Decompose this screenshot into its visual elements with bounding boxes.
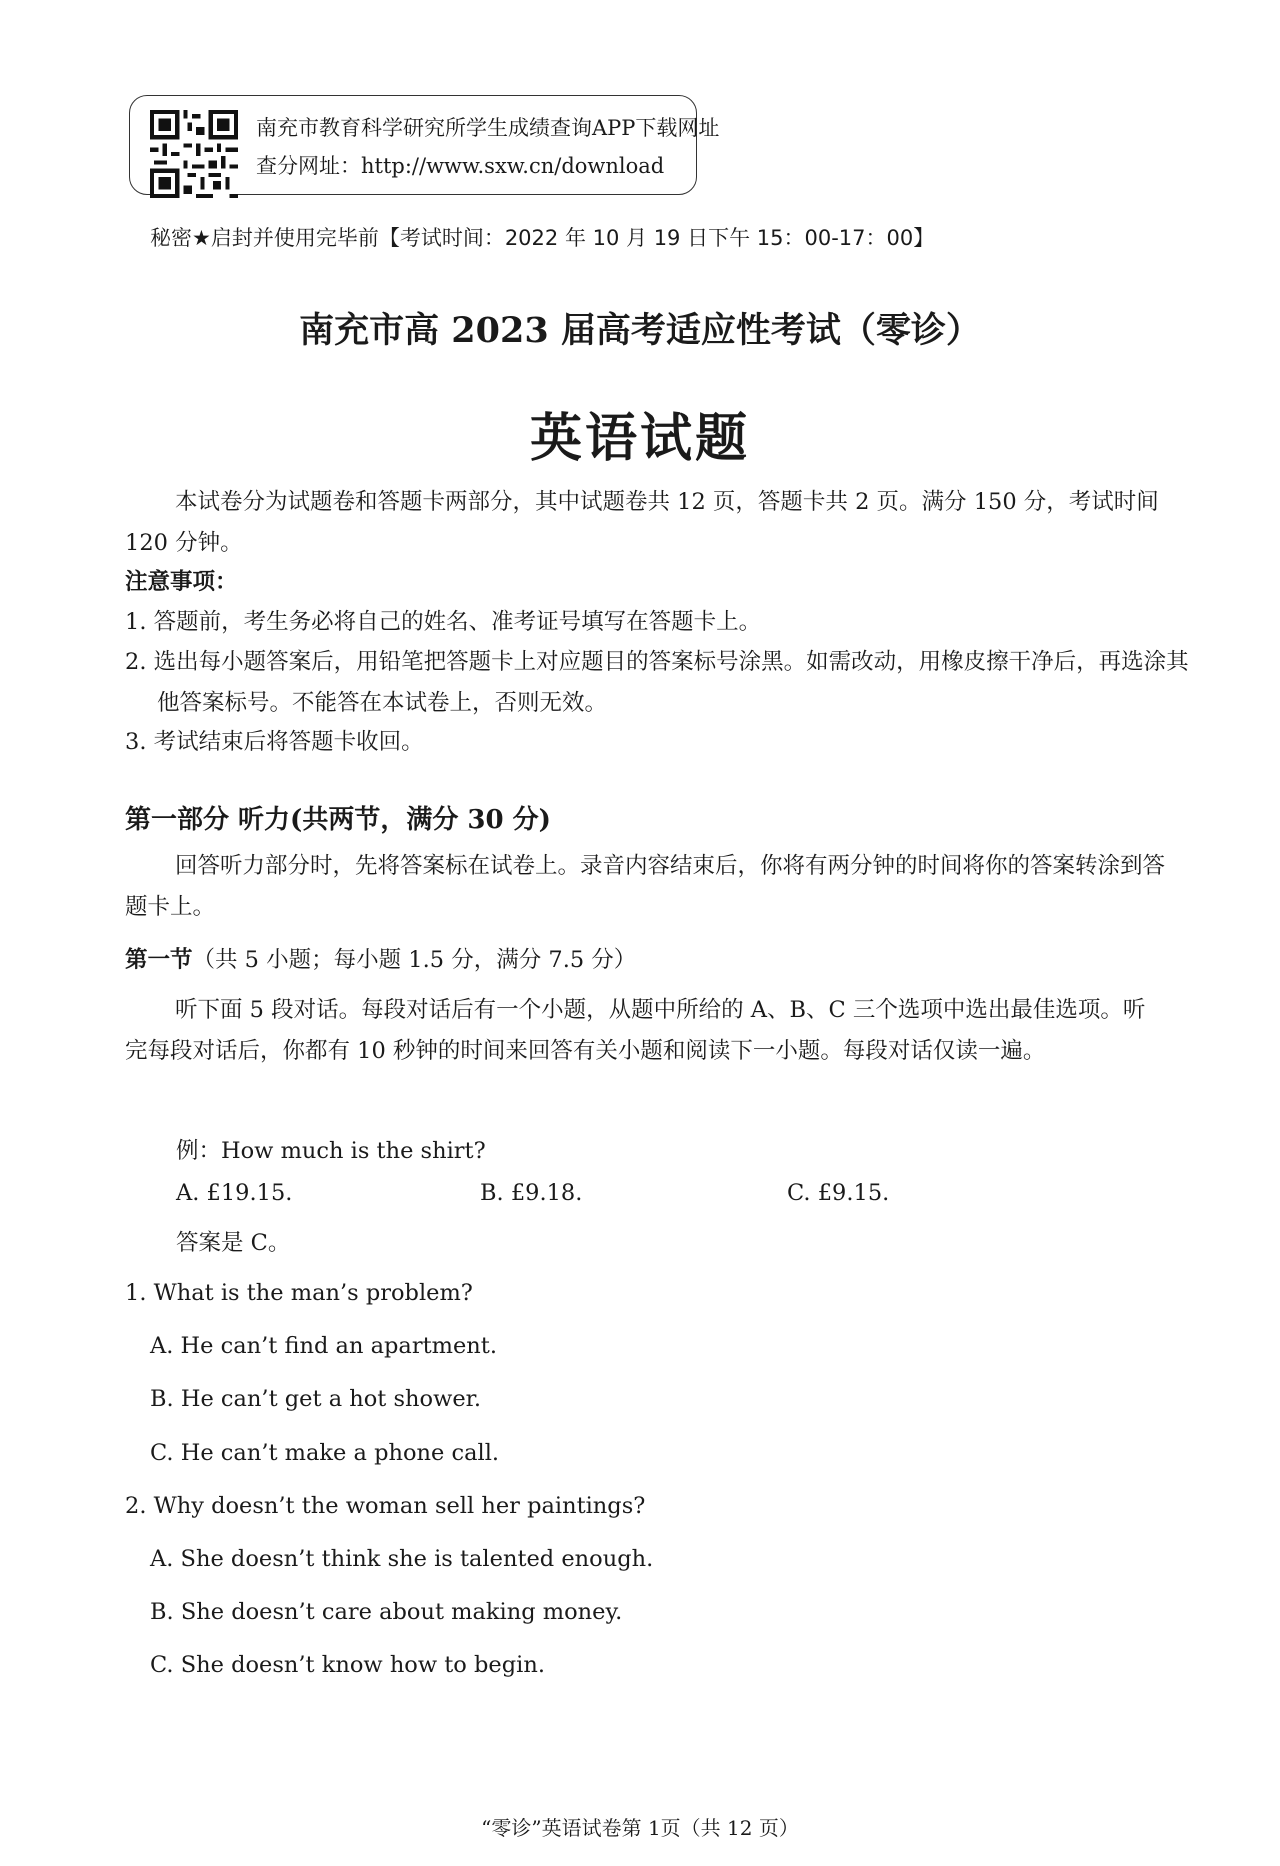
score-query-url: 查分网址：http://www.sxw.cn/download [256,154,665,178]
exam-intro: 本试卷分为试题卷和答题卡两部分，其中试题卷共 12 页，答题卡共 2 页。满分 150 分，考试时间 120 分钟。 [125,489,1159,556]
question-option: C. She doesn’t know how to begin. [150,1652,545,1678]
notes-heading: 注意事项： [125,569,238,595]
question-option: A. He can’t find an apartment. [150,1333,497,1359]
question-stem: 1. What is the man’s problem? [125,1280,473,1306]
subject-title: 英语试题 [529,408,750,469]
part1-heading: 第一部分 听力(共两节，满分 30 分) [125,805,551,835]
exam-time-line: 秘密★启封并使用完毕前【考试时间：2022 年 10 月 19 日下午 15：00-17：00】 [150,226,935,250]
question-stem: 2. Why doesn’t the woman sell her paintings? [125,1493,646,1519]
example-option-b: B. £9.18. [480,1180,583,1206]
question-option: A. She doesn’t think she is talented enough. [150,1546,654,1572]
section1-label: 第一节 [125,947,193,973]
question-option: B. He can’t get a hot shower. [150,1386,482,1412]
note-item: 1. 答题前，考生务必将自己的姓名、准考证号填写在答题卡上。 [125,609,762,635]
qr-code-icon [150,110,238,198]
exam-title: 南充市高 2023 届高考适应性考试（零诊） [299,310,981,351]
question-option: C. He can’t make a phone call. [150,1440,500,1466]
section1-instruction: 听下面 5 段对话。每段对话后有一个小题，从题中所给的 A、B、C 三个选项中选出最佳选项。听完每段对话后，你都有 10 秒钟的时间来回答有关小题和阅读下一小题。每段对话仅读一遍。 [125,997,1146,1064]
page-footer: “零诊”英语试卷第 1页（共 12 页） [481,1816,799,1840]
example-option-a: A. £19.15. [176,1180,293,1206]
question-option: B. She doesn’t care about making money. [150,1599,623,1625]
note-item: 2. 选出每小题答案后，用铅笔把答题卡上对应题目的答案标号涂黑。如需改动，用橡皮擦干净后，再选涂其他答案标号。不能答在本试卷上，否则无效。 [125,649,1189,716]
part1-instruction: 回答听力部分时，先将答案标在试卷上。录音内容结束后，你将有两分钟的时间将你的答案转涂到答题卡上。 [125,853,1166,920]
example-question: 例：How much is the shirt? [176,1138,486,1164]
section1-scoring: （共 5 小题；每小题 1.5 分，满分 7.5 分） [192,947,637,973]
app-download-text: 南充市教育科学研究所学生成绩查询APP下载网址 [256,116,720,140]
note-item: 3. 考试结束后将答题卡收回。 [125,729,424,755]
section1-heading [125,940,1165,981]
example-answer: 答案是 C。 [176,1230,291,1256]
example-option-c: C. £9.15. [787,1180,890,1206]
